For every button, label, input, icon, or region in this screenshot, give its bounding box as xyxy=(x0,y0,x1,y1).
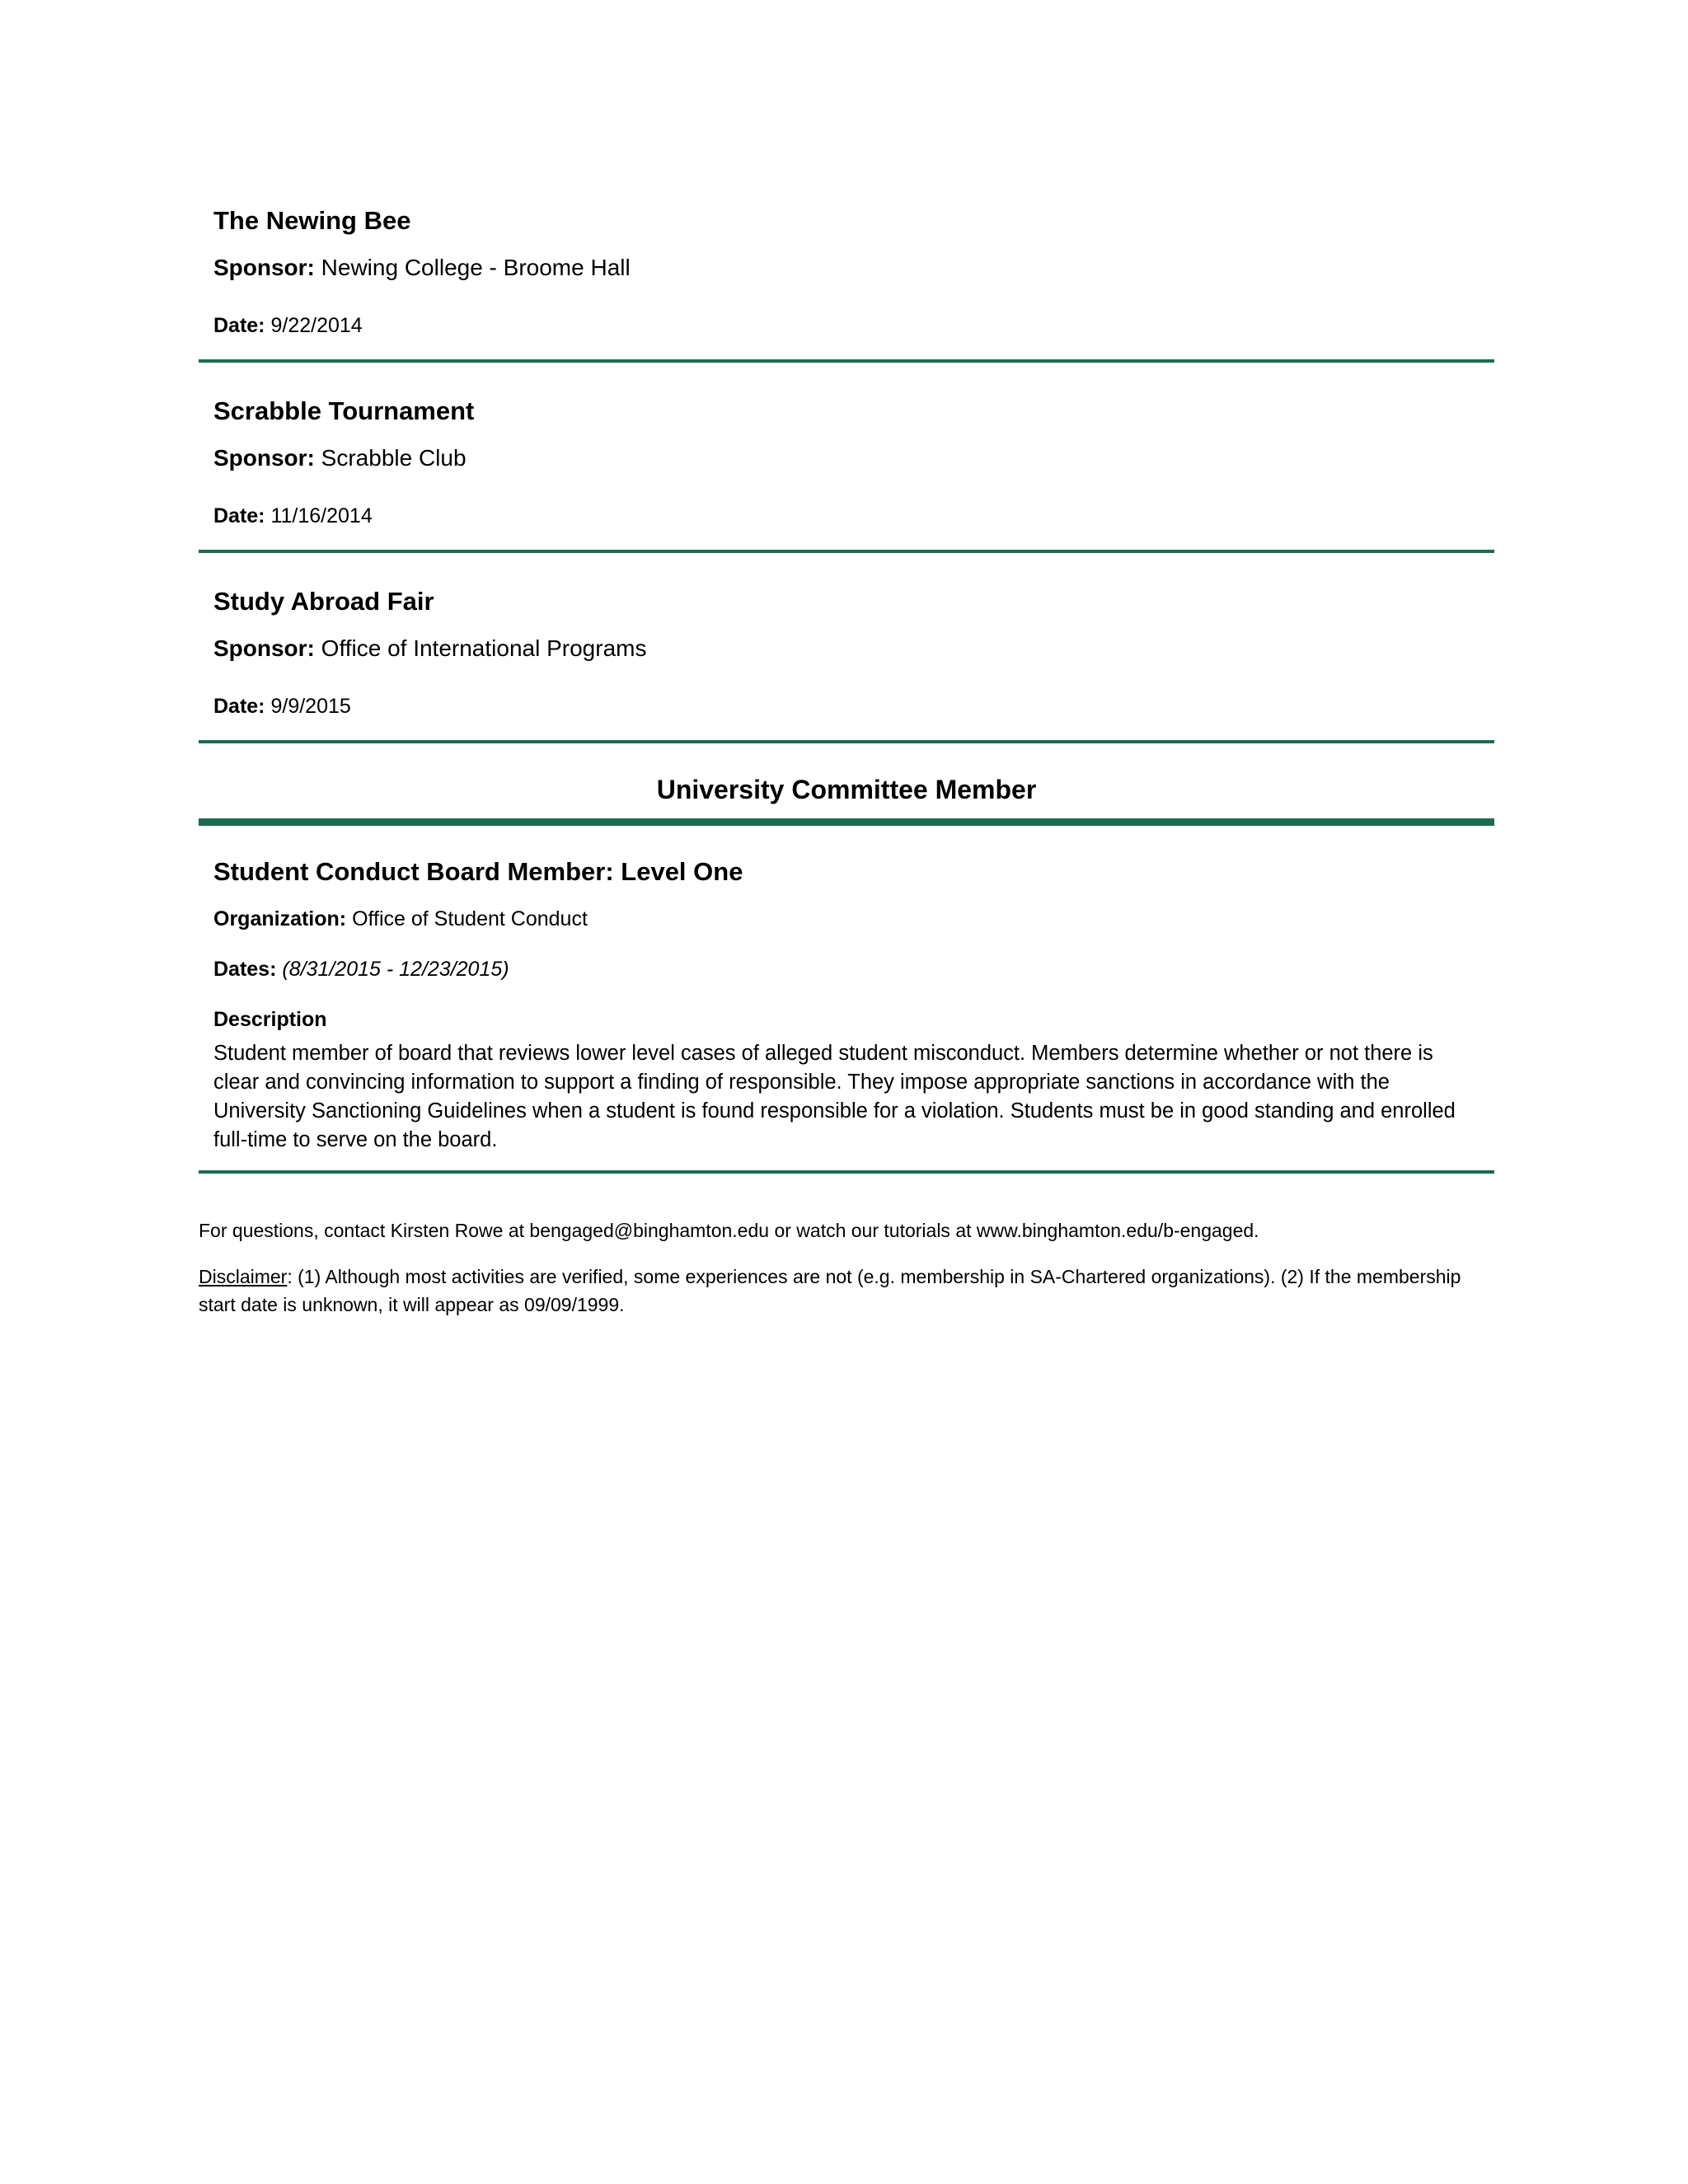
event-entry xyxy=(199,396,1494,528)
dates-value: (8/31/2015 - 12/23/2015) xyxy=(282,958,509,981)
date-value: 11/16/2014 xyxy=(270,504,373,527)
organization-label: Organization: xyxy=(213,907,347,930)
event-entry xyxy=(199,206,1494,338)
sponsor-label: Sponsor: xyxy=(213,255,315,280)
event-sponsor xyxy=(213,444,1479,472)
sponsor-value: Scrabble Club xyxy=(321,445,467,471)
date-value: 9/22/2014 xyxy=(270,314,363,337)
event-sponsor xyxy=(213,635,1479,663)
sponsor-label: Sponsor: xyxy=(213,635,315,661)
event-title: The Newing Bee xyxy=(213,206,411,235)
position-title: Student Conduct Board Member: Level One xyxy=(213,857,743,886)
contact-note: For questions, contact Kirsten Rowe at bengaged@binghamton.edu or watch our tutorials at www.binghamton.edu/b-engaged. xyxy=(199,1220,1259,1241)
divider-rule xyxy=(199,550,1494,553)
committee-entry xyxy=(199,857,1494,1155)
event-title: Scrabble Tournament xyxy=(213,396,475,425)
date-value: 9/9/2015 xyxy=(270,695,351,718)
event-entry xyxy=(199,587,1494,719)
section-rule xyxy=(199,818,1494,826)
divider-rule xyxy=(199,1170,1494,1174)
description-text: Student member of board that reviews lower level cases of alleged student misconduct. Members determine whether or not there is clear and convincing information to support a finding of responsible. They impose appropriate sanctions in accordance with the University Sanctioning Guidelines when a student is found responsible for a violation. Students must be in good standing and enrolled full-time to serve on the board. xyxy=(213,1042,1456,1151)
sponsor-value: Office of International Programs xyxy=(321,635,647,661)
sponsor-label: Sponsor: xyxy=(213,445,315,471)
disclaimer-text: : (1) Although most activities are verified, some experiences are not (e.g. membership in SA-Chartered organizations). (2) If the membership start date is unknown, it will appear as 09/09/1999. xyxy=(199,1266,1461,1315)
date-label: Date: xyxy=(213,695,265,718)
event-sponsor xyxy=(213,254,1479,282)
divider-rule xyxy=(199,359,1494,363)
disclaimer xyxy=(199,1263,1494,1319)
position-organization xyxy=(213,907,1479,931)
divider-rule xyxy=(199,740,1494,743)
description-label: Description xyxy=(213,1008,327,1031)
event-date xyxy=(213,694,1479,719)
sponsor-value: Newing College - Broome Hall xyxy=(321,255,631,280)
date-label: Date: xyxy=(213,504,265,527)
date-label: Date: xyxy=(213,314,265,337)
organization-value: Office of Student Conduct xyxy=(352,907,588,930)
event-title: Study Abroad Fair xyxy=(213,587,434,616)
event-date xyxy=(213,313,1479,338)
event-date xyxy=(213,504,1479,528)
position-dates xyxy=(213,957,1479,982)
dates-label: Dates: xyxy=(213,958,277,981)
section-heading: University Committee Member xyxy=(656,775,1037,804)
disclaimer-label: Disclaimer xyxy=(199,1266,288,1287)
